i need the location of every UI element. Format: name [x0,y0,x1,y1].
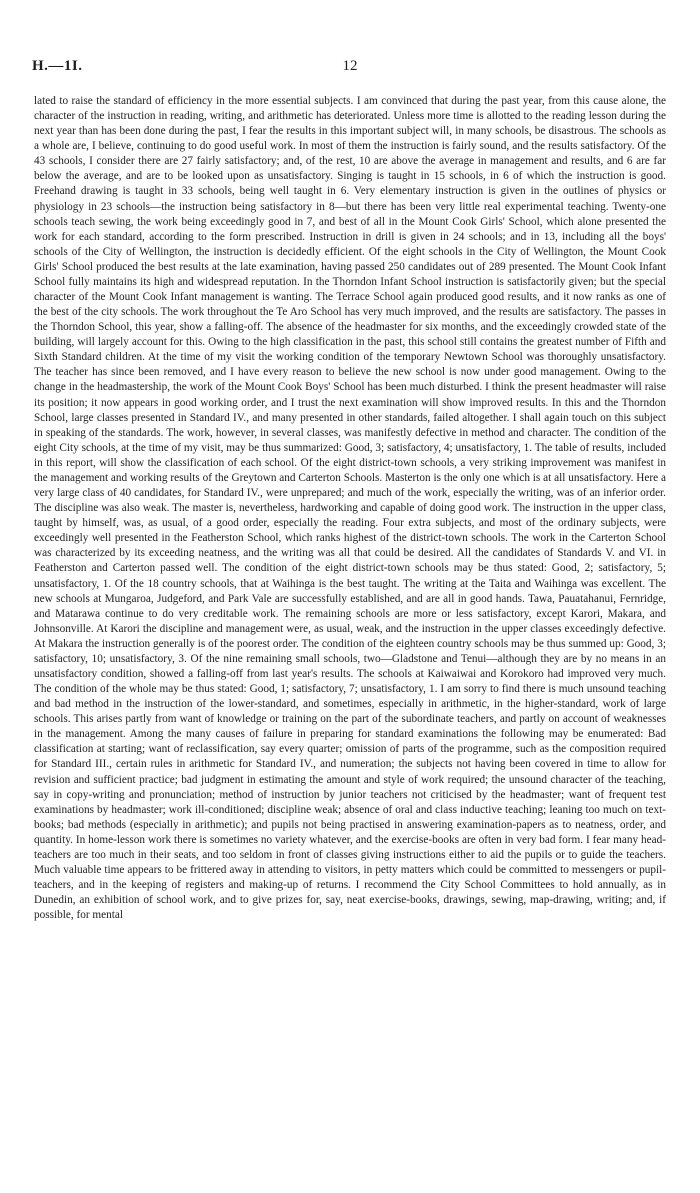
page-header [32,58,668,78]
page-number: 12 [342,58,358,74]
body-paragraph: lated to raise the standard of efficiency in the more essential subjects. I am convinced that during the past year, from this cause alone, the character of the instruction in reading, writing, and arithmetic has deteriorated. Unless more time is allotted to the reading lesson during the next year than has been done during the past, I fear the results in this important subject will, in many schools, be disastrous. The schools as a whole are, I believe, continuing to do good useful work. In most of them the instruction is fairly sound, and the results satisfactory. Of the 43 schools, I consider there are 27 fairly satisfactory; and, of the rest, 10 are above the average in management and results, and 6 are far below the average, and are to be looked upon as unsatisfactory. Singing is taught in 15 schools, in 6 of which the instruction is good. Freehand drawing is taught in 33 schools, being well taught in 6. Very elementary instruction is given in the outlines of physics or physiology in 23 schools—the instruction being satisfactory in 8—but there has been very little real experimental teaching. Twenty-one schools teach sewing, the work being exceedingly good in 7, and best of all in the Mount Cook Girls' School, which alone presented the work for each standard, according to the form prescribed. Instruction in drill is given in 24 schools; and in 13, including all the boys' schools of the City of Wellington, the instruction is decidedly efficient. Of the eight schools in the City of Wellington, the Mount Cook Girls' School produced the best results at the late examination, having passed 250 candidates out of 289 presented. The Mount Cook Infant School fully maintains its high and widespread reputation. In the Thorndon Infant School instruction is satisfactorily given; but the special character of the Mount Cook Infant management is wanting. The Terrace School again produced good results, and it now ranks as one of the best of the city schools. The work throughout the Te Aro School has very much improved, and the results are satisfactory. The passes in the Thorndon School, this year, show a falling-off. The absence of the headmaster for six months, and the exceedingly crowded state of the building, will largely account for this. Owing to the high classification in the past, this school still contains the greatest number of Fifth and Sixth Standard children. At the time of my visit the working condition of the temporary Newtown School was thoroughly unsatisfactory. The teacher has since been removed, and I have every reason to believe the new school is now under good management. Owing to the change in the headmastership, the work of the Mount Cook Boys' School has been much disturbed. I think the present headmaster will raise its position; it now appears in good working order, and I trust the next examination will show improved results. In this and the Thorndon School, large classes presented in Standard IV., and many presented in other standards, failed altogether. I shall again touch on this subject in speaking of the standards. The work, however, in several classes, was manifestly defective in method and character. The condition of the eight City schools, at the time of my visit, may be thus summarized: Good, 3; satisfactory, 4; unsatisfactory, 1. The table of results, included in this report, will show the classification of each school. Of the eight district-town schools, a very striking improvement was manifest in the management and working results of the Greytown and Carterton Schools. Masterton is the only one which is at all unsatisfactory. Here a very large class of 40 candidates, for Standard IV., were unprepared; and much of the work, especially the writing, was of an inferior order. The discipline was also weak. The master is, nevertheless, hardworking and capable of doing good work. The instruction in the upper class, taught by himself, was, as usual, of a good order, especially the reading. Four extra subjects, and most of the ordinary subjects, were exceedingly well presented in the Featherston School, which ranks highest of the district-town schools. The work in the Carterton School was characterized by its exceeding neatness, and the writing was all that could be desired. All the candidates of Standards V. and VI. in Featherston and Carterton passed well. The condition of the eight district-town schools may be thus stated: Good, 2; satisfactory, 5; unsatisfactory, 1. Of the 18 country schools, that at Waihinga is the best taught. The writing at the Taita and Waihinga was excellent. The new schools at Mungaroa, Judgeford, and Park Vale are successfully established, and are all in good hands. Tawa, Pauatahanui, Fernridge, and Matarawa continue to do very creditable work. The remaining schools are more or less satisfactory, except Karori, Makara, and Johnsonville. At Karori the discipline and management were, as usual, weak, and the instruction in the upper classes exceedingly defective. At Makara the instruction generally is of the poorest order. The condition of the eighteen country schools may be thus summed up: Good, 3; satisfactory, 10; unsatisfactory, 3. Of the nine remaining small schools, two—Gladstone and Tenui—although they are by no means in an unsatisfactory condition, showed a falling-off from last year's results. The schools at Kaiwaiwai and Korokoro had improved very much. The condition of the whole may be thus stated: Good, 1; satisfactory, 7; unsatisfactory, 1. I am sorry to find there is much unsound teaching and bad method in the instruction of the lower-standard, and sometimes, especially in arithmetic, in the higher-standard, work of large schools. This arises partly from want of knowledge or training on the part of the subordinate teachers, and partly on account of weaknesses in the management. Among the many causes of failure in preparing for standard examinations the following may be enumerated: Bad classification at starting; want of reclassification, say every quarter; omission of parts of the programme, such as the composition required for Standard III., certain rules in arithmetic for Standard IV., and numeration; the subjects not having been covered in time to allow for revision and sufficient practice; bad judgment in estimating the amount and style of work required; the unsound character of the teaching, say in copy-writing and pronunciation; method of instruction by junior teachers not criticised by the headmaster; want of frequent test examinations by headmaster; work ill-conditioned; discipline weak; absence of oral and class inductive teaching; leaning too much on text-books; bad methods (especially in arithmetic); and pupils not being practised in answering examination-papers as to neatness, order, and quantity. In home-lesson work there is sometimes no variety whatever, and the exercise-books are often in very bad form. I fear many head-teachers are too much in their seats, and too seldom in front of classes giving instructions either to aid the pupils or to guide the teachers. Much valuable time appears to be frittered away in attending to visitors, in petty matters which could be committed to messengers or pupil-teachers, and in the keeping of registers and making-up of returns. I recommend the City School Committees to hold annually, as in Dunedin, an exhibition of school work, and to give prizes for, say, neat exercise-books, drawings, sewing, map-drawing, writing; and, if possible, for mental [34,95,666,922]
report-code: H.—1I. [32,58,83,74]
report-body [34,94,666,923]
